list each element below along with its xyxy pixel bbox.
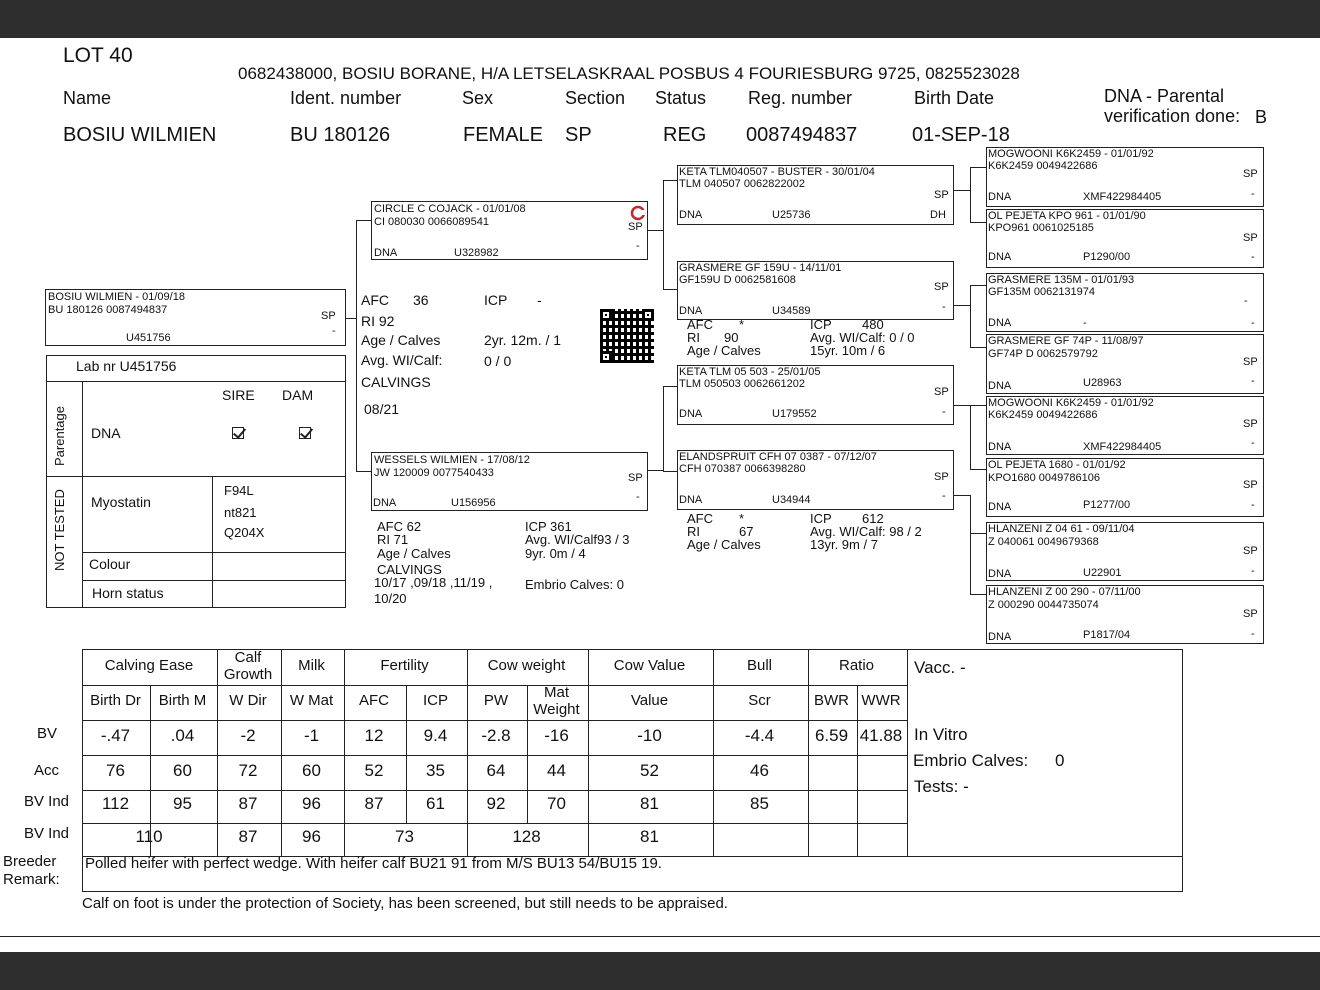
bvind2-cell: 110	[135, 827, 163, 846]
sub-header: W Mat	[289, 692, 334, 709]
gp-sp: SP	[934, 281, 949, 293]
myo-value-2: nt821	[224, 505, 257, 520]
sire-calvings: 08/21	[364, 401, 400, 417]
sire-id: CI 080030 0066089541	[374, 216, 489, 228]
ggp-title: OL PEJETA 1680 - 01/01/92	[988, 459, 1126, 471]
footer-rule	[0, 936, 1320, 937]
reg-header: Reg. number	[748, 88, 853, 108]
ggp-sp: SP	[1243, 545, 1258, 557]
gp-sp: SP	[934, 189, 949, 201]
gp2-icp-label: ICP	[810, 317, 832, 332]
dam-dna-label: DNA	[373, 497, 397, 509]
bvind-cell: 61	[426, 794, 445, 813]
ggp-dna-label: DNA	[988, 317, 1012, 329]
great-grandparent-box	[986, 147, 1264, 207]
ggp-dna-label: DNA	[988, 380, 1012, 392]
ggp-title: HLANZENI Z 04 61 - 09/11/04	[988, 523, 1135, 535]
gp-dna: U34944	[772, 494, 811, 506]
dam-embrio: Embrio Calves: 0	[525, 577, 624, 592]
dna-flag: B	[1255, 107, 1268, 127]
ggp-dna: XMF422984405	[1083, 441, 1162, 453]
ggp-id: Z 000290 0044735074	[988, 599, 1099, 611]
great-grandparent-box	[986, 209, 1264, 268]
bvind-cell: 95	[173, 794, 192, 813]
ggp-tag: -	[1251, 499, 1255, 511]
subject-title: BOSIU WILMIEN - 01/09/18	[48, 291, 185, 303]
dam-avg-wi: Avg. WI/Calf93 / 3	[525, 532, 630, 547]
sire-calvings-label: CALVINGS	[361, 374, 431, 390]
ggp-id: KPO1680 0049786106	[988, 472, 1100, 484]
ggp-dna-label: DNA	[988, 191, 1012, 203]
ggp-tag: -	[1251, 375, 1255, 387]
subject-box	[45, 289, 346, 346]
bv-cell: -16	[544, 726, 569, 745]
gp-tag: -	[942, 406, 946, 418]
lab-box	[46, 355, 346, 608]
ggp-sp: SP	[1243, 418, 1258, 430]
bvind-cell: 92	[486, 794, 506, 813]
ggp-tag: -	[1251, 188, 1255, 200]
gp4-ri: 67	[739, 524, 754, 539]
sire-dna-label: DNA	[374, 247, 398, 259]
sire-icp-label: ICP	[484, 292, 508, 308]
row-label-bvind: BV Ind	[24, 793, 70, 810]
group-header: Cow Value	[613, 657, 686, 674]
remark-label: Remark:	[3, 871, 60, 888]
ggp-title: GRASMERE 135M - 01/01/93	[988, 274, 1135, 286]
bvind-cell: 87	[364, 794, 384, 813]
name-header: Name	[63, 88, 112, 108]
sire-dash: -	[636, 240, 640, 252]
section-header: Section	[565, 88, 626, 108]
ggp-tag: -	[1251, 251, 1255, 263]
subject-sp: SP	[321, 310, 336, 322]
sub-header: Mat Weight	[533, 684, 580, 718]
ggp-title: MOGWOONI K6K2459 - 01/01/92	[988, 148, 1154, 160]
bvind2-cell: 128	[512, 827, 541, 846]
dam-calvings-1: 10/17 ,09/18 ,11/19 ,	[374, 575, 493, 590]
row-label-bv: BV	[37, 725, 58, 742]
sire-icp: -	[537, 292, 542, 308]
dam-dna: U156956	[451, 497, 496, 509]
dam-ri: RI 71	[377, 532, 409, 547]
acc-cell: 52	[364, 761, 384, 780]
great-grandparent-box	[986, 273, 1264, 332]
group-header: Calf Growth	[223, 649, 273, 683]
gp-tag: DH	[930, 209, 946, 221]
dam-title: WESSELS WILMIEN - 17/08/12	[374, 454, 530, 466]
row-label-bvind-2: BV Ind	[24, 825, 70, 842]
bv-cell: -2	[240, 726, 256, 745]
gp2-avg: Avg. WI/Calf: 0 / 0	[810, 330, 915, 345]
gp-dna-label: DNA	[679, 408, 703, 420]
myo-value-1: F94L	[224, 483, 254, 498]
row-label-acc: Acc	[34, 762, 60, 779]
gp-dna-label: DNA	[679, 209, 703, 221]
gp2-afc: *	[739, 317, 745, 332]
sire-afc-label: AFC	[361, 292, 389, 308]
great-grandparent-box	[986, 334, 1264, 394]
embrio-calves-label: Embrio Calves:	[913, 751, 1029, 770]
dna-header-1: DNA - Parental	[1104, 86, 1225, 106]
acc-cell: 52	[640, 761, 659, 780]
acc-cell: 46	[750, 761, 769, 780]
ggp-dna: -	[1083, 317, 1087, 329]
great-grandparent-box	[986, 585, 1264, 644]
acc-cell: 60	[173, 761, 192, 780]
ggp-sp: SP	[1243, 168, 1258, 180]
ggp-tag: -	[1251, 565, 1255, 577]
bvind2-cell: 73	[395, 827, 414, 846]
acc-cell: 60	[302, 761, 321, 780]
breeder-line: 0682438000, BOSIU BORANE, H/A LETSELASKRAAL POSBUS 4 FOURIESBURG 9725, 0825523028	[238, 64, 1020, 83]
gp4-icp: 612	[862, 511, 884, 526]
sub-header: AFC	[359, 692, 389, 709]
breeder-remark: Polled heifer with perfect wedge. With heifer calf BU21 91 from M/S BU13 54/BU15 19.	[85, 855, 662, 872]
sub-header: Scr	[748, 692, 771, 709]
dam-calvings-label: CALVINGS	[377, 562, 442, 577]
ggp-title: OL PEJETA KPO 961 - 01/01/90	[988, 210, 1146, 222]
sub-header: Value	[630, 692, 669, 709]
gp4-age: 13yr. 9m / 7	[810, 537, 878, 552]
gp-dna-label: DNA	[679, 494, 703, 506]
ggp-dna: U28963	[1083, 377, 1122, 389]
bv-cell: -4.4	[744, 726, 775, 745]
ggp-dna: U22901	[1083, 567, 1122, 579]
bv-cell: 41.88	[859, 726, 903, 745]
footer-note: Calf on foot is under the protection of Society, has been screened, but still needs to be appraised.	[82, 895, 728, 912]
ggp-title: GRASMERE GF 74P - 11/08/97	[988, 335, 1144, 347]
grandparent-box	[677, 165, 954, 225]
group-header: Ratio	[838, 657, 875, 674]
gp-title: KETA TLM040507 - BUSTER - 30/01/04	[679, 166, 875, 178]
lab-title: Lab nr U451756	[76, 358, 177, 374]
acc-cell: 72	[238, 761, 258, 780]
animal-section: SP	[565, 124, 592, 146]
acc-cell: 76	[106, 761, 125, 780]
sire-age-calves-label: Age / Calves	[361, 332, 441, 348]
gp-tag: -	[942, 301, 946, 313]
sire-afc: 36	[413, 292, 429, 308]
sub-header: PW	[483, 692, 509, 709]
gp-id: TLM 050503 0062661202	[679, 378, 805, 390]
gp-title: KETA TLM 05 503 - 25/01/05	[679, 366, 821, 378]
ggp-dna-label: DNA	[988, 251, 1012, 263]
animal-status: REG	[663, 124, 707, 146]
breeder-label: Breeder	[3, 853, 57, 870]
grandparent-box	[677, 261, 954, 320]
gp-title: GRASMERE GF 159U - 14/11/01	[679, 262, 842, 274]
society-logo-icon	[630, 205, 646, 221]
gp-tag: -	[942, 490, 946, 502]
sire-title: CIRCLE C COJACK - 01/01/08	[374, 203, 526, 215]
ggp-dna: XMF422984405	[1083, 191, 1162, 203]
sire-ri: RI 92	[361, 313, 395, 329]
sub-header: BWR	[814, 692, 849, 709]
sire-dna: U328982	[454, 247, 499, 259]
bv-cell: 6.59	[814, 726, 849, 745]
gp4-afc-label: AFC	[687, 511, 713, 526]
ggp-title: MOGWOONI K6K2459 - 01/01/92	[988, 397, 1154, 409]
horn-label: Horn status	[92, 585, 164, 601]
birth-header: Birth Date	[914, 88, 995, 108]
ggp-id: K6K2459 0049422686	[988, 409, 1098, 421]
group-header: Cow weight	[487, 657, 566, 674]
bvind2-cell: 87	[238, 827, 258, 846]
gp-id: TLM 040507 0062822002	[679, 178, 805, 190]
acc-cell	[807, 762, 856, 792]
ggp-id: GF135M 0062131974	[988, 286, 1096, 298]
gp2-age-label: Age / Calves	[687, 343, 761, 358]
gp-sp: SP	[934, 471, 949, 483]
ggp-tag: -	[1251, 317, 1255, 329]
bv-cell: .04	[170, 726, 195, 745]
gp4-afc: *	[739, 511, 745, 526]
animal-ident: BU 180126	[290, 124, 391, 146]
sire-box	[371, 201, 648, 260]
in-vitro: In Vitro	[914, 725, 968, 744]
acc-cell: 44	[547, 761, 566, 780]
dam-dna-checkbox	[299, 427, 311, 439]
animal-reg: 0087494837	[746, 124, 858, 146]
gp-dna: U179552	[772, 408, 817, 420]
bvind-cell	[856, 795, 906, 825]
dam-afc: AFC 62	[377, 519, 422, 534]
gp-title: ELANDSPRUIT CFH 07 0387 - 07/12/07	[679, 451, 877, 463]
dam-id: JW 120009 0077540433	[374, 467, 494, 479]
acc-cell	[856, 762, 906, 792]
ggp-dna-label: DNA	[988, 568, 1012, 580]
ggp-dna: P1277/00	[1083, 499, 1131, 511]
ggp-sp: SP	[1243, 608, 1258, 620]
sub-header: Birth Dr	[90, 692, 141, 709]
sire-col: SIRE	[222, 387, 255, 403]
ggp-id: K6K2459 0049422686	[988, 160, 1098, 172]
ggp-sp: -	[1244, 295, 1248, 307]
gp-id: GF159U D 0062581608	[679, 274, 796, 286]
gp-dna-label: DNA	[679, 305, 703, 317]
dam-icp: ICP 361	[525, 519, 572, 534]
sub-header: Birth M	[158, 692, 207, 709]
bvind2-cell: 81	[640, 827, 659, 846]
group-header: Calving Ease	[104, 657, 194, 674]
ggp-tag: -	[1251, 628, 1255, 640]
group-header: Milk	[298, 657, 325, 674]
gp-dna: U25736	[772, 209, 811, 221]
dam-age-calves-label: Age / Calves	[377, 546, 451, 561]
dna-row-label: DNA	[91, 425, 121, 441]
dam-calvings-2: 10/20	[374, 591, 407, 606]
bvind-cell: 112	[101, 794, 130, 813]
acc-cell: 64	[486, 761, 506, 780]
ggp-dna: P1290/00	[1083, 251, 1131, 263]
tests: Tests: -	[914, 777, 969, 796]
gp2-afc-label: AFC	[687, 317, 713, 332]
great-grandparent-box	[986, 396, 1264, 455]
bv-cell: -10	[637, 726, 662, 745]
ggp-dna-label: DNA	[988, 631, 1012, 643]
ggp-dna-label: DNA	[988, 441, 1012, 453]
ggp-id: Z 040061 0049679368	[988, 536, 1099, 548]
ggp-dna-label: DNA	[988, 501, 1012, 513]
gp4-age-label: Age / Calves	[687, 537, 761, 552]
bv-cell: -.47	[100, 726, 131, 745]
gp2-ri-label: RI	[687, 330, 700, 345]
not-tested-label: NOT TESTED	[52, 489, 67, 571]
dam-age-calves: 9yr. 0m / 4	[525, 546, 586, 561]
bv-cell: -1	[303, 726, 320, 745]
status-header: Status	[655, 88, 707, 108]
great-grandparent-box	[986, 522, 1264, 581]
ggp-tag: -	[1251, 437, 1255, 449]
sire-dna-checkbox	[232, 427, 244, 439]
dam-col: DAM	[282, 387, 314, 403]
ggp-dna: P1817/04	[1083, 629, 1131, 641]
gp4-icp-label: ICP	[810, 511, 832, 526]
sex-header: Sex	[462, 88, 494, 108]
ggp-id: GF74P D 0062579792	[988, 348, 1098, 360]
gp-id: CFH 070387 0066398280	[679, 463, 806, 475]
grandparent-box	[677, 365, 954, 425]
bottom-bar	[0, 952, 1320, 990]
bvind-cell: 96	[302, 794, 321, 813]
bvind2-cell: 96	[302, 827, 321, 846]
subject-dna: U451756	[126, 332, 171, 344]
bv-cell: 9.4	[423, 726, 448, 745]
animal-sex: FEMALE	[463, 124, 544, 146]
animal-name: BOSIU WILMIEN	[63, 124, 217, 146]
ggp-id: KPO961 0061025185	[988, 222, 1094, 234]
lot-number: LOT 40	[63, 44, 133, 67]
gp-dna: U34589	[772, 305, 811, 317]
colour-label: Colour	[89, 556, 131, 572]
myostatin-label: Myostatin	[91, 494, 151, 510]
sub-header: ICP	[422, 692, 448, 709]
sire-age-calves: 2yr. 12m. / 1	[484, 332, 562, 348]
dam-sp: SP	[628, 472, 643, 484]
gp2-icp: 480	[862, 317, 884, 332]
sub-header: W Dir	[229, 692, 267, 709]
gp4-ri-label: RI	[687, 524, 700, 539]
bvind-cell: 87	[238, 794, 258, 813]
grandparent-box	[677, 450, 954, 510]
acc-cell: 35	[426, 761, 445, 780]
group-header: Bull	[746, 657, 772, 674]
sire-avg-wi: 0 / 0	[484, 353, 512, 369]
dam-box	[371, 452, 648, 511]
dam-dash: -	[636, 491, 640, 503]
vacc: Vacc. -	[914, 658, 966, 677]
bv-cell: -2.8	[481, 726, 511, 745]
animal-birth: 01-SEP-18	[912, 124, 1010, 146]
subject-dash: -	[332, 325, 336, 337]
ggp-title: HLANZENI Z 00 290 - 07/11/00	[988, 586, 1141, 598]
sire-sp: SP	[628, 221, 643, 233]
ggp-sp: SP	[1243, 356, 1258, 368]
bvind-cell: 85	[750, 794, 769, 813]
sub-header: WWR	[861, 692, 901, 709]
ggp-sp: SP	[1243, 479, 1258, 491]
great-grandparent-box	[986, 458, 1264, 517]
gp2-age: 15yr. 10m / 6	[810, 343, 886, 358]
embrio-calves-value: 0	[1055, 751, 1065, 770]
subject-id: BU 180126 0087494837	[48, 304, 168, 316]
bvind-cell: 81	[640, 794, 659, 813]
qr-code	[600, 309, 654, 363]
parentage-label: Parentage	[52, 406, 67, 466]
sire-avg-wi-label: Avg. WI/Calf:	[361, 352, 443, 368]
myo-value-3: Q204X	[224, 525, 265, 540]
ident-header: Ident. number	[290, 88, 402, 108]
gp2-ri: 90	[724, 330, 739, 345]
bvind-cell: 70	[547, 794, 566, 813]
gp-sp: SP	[934, 386, 949, 398]
top-bar	[0, 0, 1320, 38]
bvind-cell	[807, 795, 856, 825]
bv-cell: 12	[364, 726, 384, 745]
gp4-avg: Avg. WI/Calf: 98 / 2	[810, 524, 922, 539]
dna-header-2: verification done:	[1104, 106, 1241, 126]
ggp-sp: SP	[1243, 232, 1258, 244]
group-header: Fertility	[380, 657, 429, 674]
